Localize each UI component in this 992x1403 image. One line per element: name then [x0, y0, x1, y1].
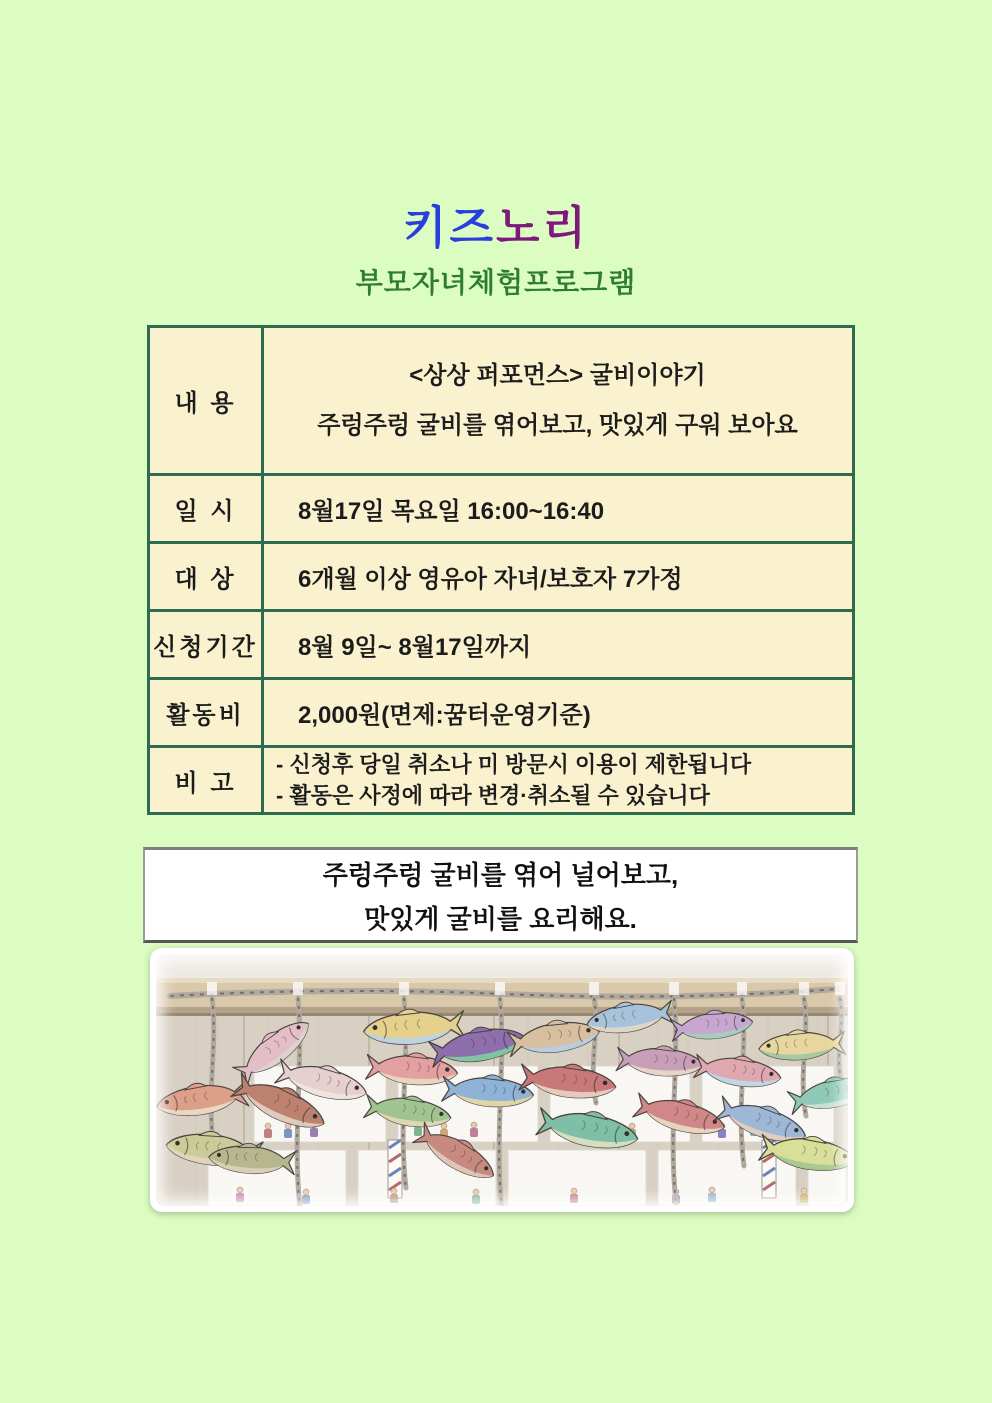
- table-row: [149, 611, 854, 679]
- row-value-apply-period: 8월 9일~ 8월17일까지: [263, 611, 854, 679]
- row-value-datetime: 8월17일 목요일 16:00~16:40: [263, 475, 854, 543]
- table-row: [149, 475, 854, 543]
- craft-photo: [150, 948, 854, 1212]
- row-value-notes: [263, 747, 854, 814]
- content-line-1: <상상 퍼포먼스> 굴비이야기: [409, 361, 706, 389]
- content-line-2: 주렁주렁 굴비를 엮어보고, 맛있게 구워 보아요: [317, 411, 798, 439]
- row-value-content: [263, 327, 854, 475]
- row-label-content: 내 용: [149, 327, 263, 475]
- table-row: [149, 327, 854, 475]
- row-label-apply-period: 신청기간: [149, 611, 263, 679]
- table-row: [149, 747, 854, 814]
- craft-photo-clip: [156, 954, 848, 1206]
- row-value-fee: 2,000원(면제:꿈터운영기준): [263, 679, 854, 747]
- row-label-target: 대 상: [149, 543, 263, 611]
- row-label-notes: 비 고: [149, 747, 263, 814]
- photo-caption-box: [143, 847, 858, 943]
- note-line-2: - 활동은 사정에 따라 변경·취소될 수 있습니다: [276, 783, 710, 808]
- page-subtitle: 부모자녀체험프로그램: [355, 267, 637, 298]
- table-row: [149, 679, 854, 747]
- page-title-part2: 노리: [496, 202, 589, 253]
- craft-photo-svg: [156, 954, 848, 1206]
- caption-line-2: 맛있게 굴비를 요리해요.: [364, 904, 637, 934]
- caption-line-1: 주렁주렁 굴비를 엮어 널어보고,: [322, 860, 679, 890]
- page-title: [0, 191, 992, 256]
- table-row: [149, 543, 854, 611]
- page-title-part1: 키즈: [403, 202, 496, 253]
- row-label-datetime: 일 시: [149, 475, 263, 543]
- row-label-fee: 활동비: [149, 679, 263, 747]
- program-info-table: [147, 325, 855, 815]
- note-line-1: - 신청후 당일 취소나 미 방문시 이용이 제한됩니다: [276, 752, 752, 777]
- row-value-target: 6개월 이상 영유아 자녀/보호자 7가정: [263, 543, 854, 611]
